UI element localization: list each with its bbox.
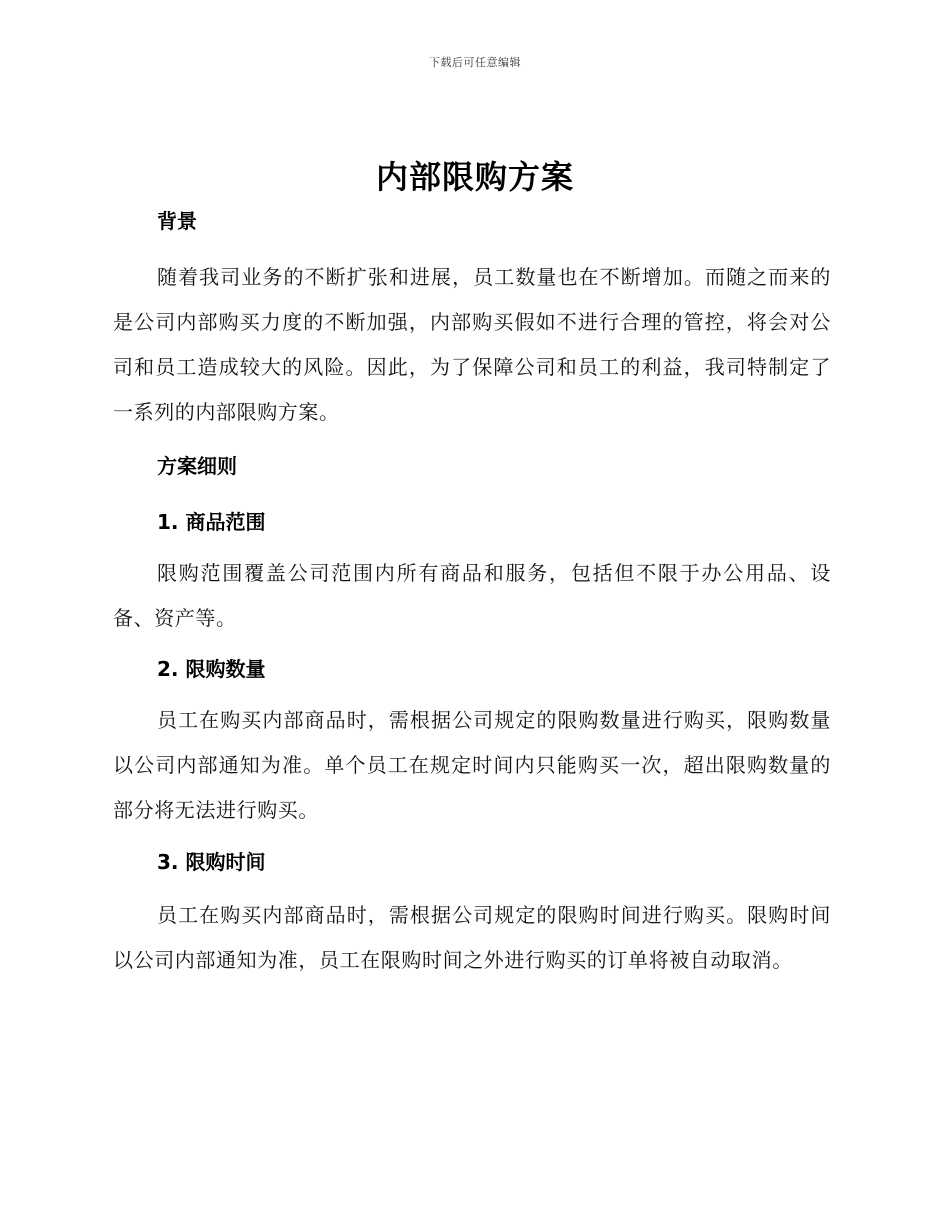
document-body bbox=[113, 202, 831, 983]
paragraph-purchase-limit: 员工在购买内部商品时，需根据公司规定的限购数量进行购买，限购数量以公司内部通知为准。单个员工在规定时间内只能购买一次，超出限购数量的部分将无法进行购买。 bbox=[113, 708, 831, 822]
section-heading-purchase-limit: 2. 限购数量 bbox=[157, 657, 266, 681]
paragraph-purchase-time: 员工在购买内部商品时，需根据公司规定的限购时间进行购买。限购时间以公司内部通知为准，员工在限购时间之外进行购买的订单将被自动取消。 bbox=[113, 903, 831, 972]
page-title: 内部限购方案 bbox=[375, 158, 574, 196]
section-heading-product-scope: 1. 商品范围 bbox=[157, 510, 266, 534]
section-heading-plan-details: 方案细则 bbox=[157, 454, 237, 478]
paragraph-background: 随着我司业务的不断扩张和进展，员工数量也在不断增加。而随之而来的是公司内部购买力度的不断加强，内部购买假如不进行合理的管控，将会对公司和员工造成较大的风险。因此，为了保障公司和员工的利益，我司特制定了一系列的内部限购方案。 bbox=[113, 265, 831, 424]
section-heading-background: 背景 bbox=[157, 209, 197, 233]
section-heading-purchase-time: 3. 限购时间 bbox=[157, 850, 266, 874]
paragraph-product-scope: 限购范围覆盖公司范围内所有商品和服务，包括但不限于办公用品、设备、资产等。 bbox=[113, 561, 831, 630]
header-note: 下载后可任意编辑 bbox=[429, 56, 521, 69]
